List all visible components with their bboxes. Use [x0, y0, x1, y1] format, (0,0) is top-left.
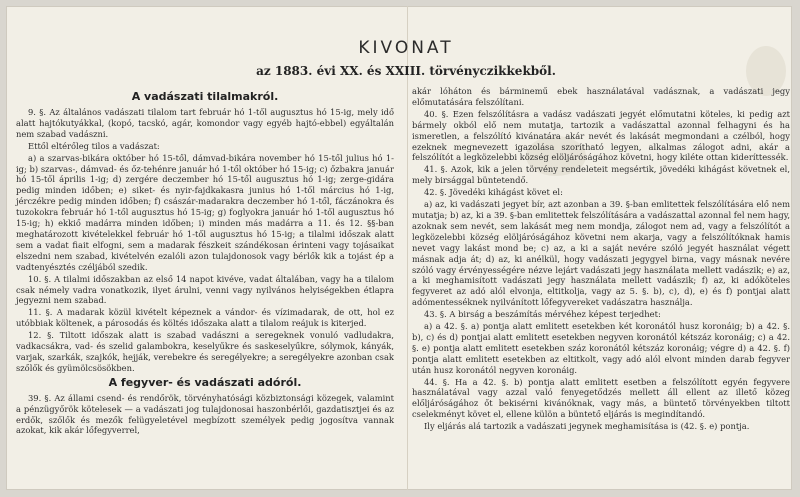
section-heading-hunting-bans: A vadászati tilalmakról. [131, 90, 279, 103]
paragraph: a) az, ki vadászati jegyet bír, azt azonban a 39. §-ban emlitettek felszólítására elő nem mutatja; b) az, ki a 39. §-ban emlitettek felszólítására a vadászattal azonnal fel nem hagy, azoknak sem nevét, sem lakását meg nem mondja, zálogot nem ad, vagy a felszólítót a legközelebbi község elöljáróságához követni nem akarja, vagy a felszólítóknak hamis nevet vagy lakást mond be; c) az, a ki a saját nevére szóló jegyét használat végett másnak adja át; d) az, ki anélkül, hogy vadászati jegygyel birna, vagy másnak nevére szóló vagy érvényességére nézve lejárt vadászati jegy használata mellett vadászik; e) az, a ki meghamisított vadászati jegy használata mellett vadászik; f) az, ki adóköteles fegyveret az adó alól elvonja, eltitkolja, vagy az 5. §. b), c), d), e) és f) pontjai alatt adómentesséknek nyilvánított lőfegyvereket vadászatra használja. [412, 199, 790, 308]
document-sheet [6, 6, 792, 490]
paragraph: 44. §. Ha a 42. §. b) pontja alatt emlitett esetben a felszólított egyén fegyvere használatával vagy azzal való fenyegetődzés mellett áll ellent az illető közeg előljáróságához őt bekisérni kivánóknak, vagy más, a büntető törvényekben tiltott cselekményt követ el, ellene külön a büntető eljárás is megindítandó. [412, 376, 790, 420]
paragraph: Ettől eltérőleg tilos a vadászat: [28, 140, 160, 151]
paragraph: 10. §. A tilalmi időszakban az első 14 napot kivéve, vadat általában, vagy ha a tilalom csak némely vadra vonatkozik, ilyet árulni, venni vagy nyilvános helyiségekben étlapra jegyezni nem szabad. [16, 273, 394, 306]
paragraph: a) a 42. §. a) pontja alatt emlitett esetekben két koronától husz koronáig; b) a 42. §. b), c) és d) pontjai alatt emlitett esetekben negyven koronától kétszáz koronáig; c) a 42. §. e) pontja alatt emlitett esetekben száz koronától kétszáz koronáig; végre d) a 42. §. f) pontja alatt emlitett esetekben az eltitkolt, vagy adó alól elvont minden darab fegyver után husz koronától negyven koronáig. [412, 321, 790, 375]
right-column [412, 86, 790, 433]
paragraph: 39. §. Az állami csend- és rendőrök, törvényhatósági közbiztonsági közegek, valamint a pénzügyőrök kötelesek — a vadászati jog tulajdonosai haszonbérlői, gazdatisztjei és az erdők, szőlők és mezők felügyeletével megbízott személyek pedig jogosítva vannak azokat, kik akár lőfegyverrel, [16, 392, 394, 436]
paragraph: a) a szarvas-bikára október hó 15-től, dámvad-bikára november hó 15-től julius hó 1-ig; b) szarvas-, dámvad- és őz-tehénre január hó 1-től október hó 15-ig; c) őzbakra január hó 15-től április 1-ig; d) zergére deczember hó 15-től augusztus hó 1-ig; zerge-gidára pedig minden időben; e) siket- és nyir-fajdkakasra junius hó 1-től március hó 1-ig, jérczékre pedig minden időben; f) császár-madarakra deczember hó 1-től, fáczánokra és tuzokokra február hó 1-től augusztus hó 15-ig; g) foglyokra január hó 1-től augusztus hó 15-ig; h) ekkiő madárra minden időben; i) minden más madárra a 11. és 12. §§-ban meghatározott kivételekkel február hó 1-től augusztus hó 15-ig; a tilalmi időszak alatt sem a vadat fiait elfogni, sem a madarak fészkeit szándékosan érinteni vagy tojásaikat elszedni nem szabad, kivételvén ezalóli azon tulajdonosok vagy bérlők kik a tojást ép a vadtenyésztés czéljából szedik. [16, 152, 394, 272]
paragraph: 43. §. A birság a beszámítás mérvéhez képest terjedhet: [424, 309, 661, 320]
paragraph: akár lóháton és bárminemű ebek használatával vadásznak, a vadászati jegy előmutatására felszólítani. [412, 86, 790, 107]
paragraph: 41. §. Azok, kik a jelen törvény rendeleteit megsértik, jövedéki kihágást követnek el, mely birsággal büntetendő. [412, 164, 790, 186]
paragraph: 9. §. Az általános vadászati tilalom tart február hó 1-től augusztus hó 15-ig, mely idő alatt hajtókutyákkal, (kopó, tacskó, agár, komondor vagy egyéb hajtó-ebbel) egyáltalán nem szabad vadászni. [16, 107, 394, 139]
left-column [16, 88, 394, 437]
section-heading-weapon-tax: A fegyver- és vadászati adóról. [108, 375, 302, 389]
paragraph: 42. §. Jövedéki kihágást követ el: [424, 187, 563, 198]
center-fold [407, 6, 408, 490]
paragraph: Ily eljárás alá tartozik a vadászati jegynek meghamisítása is (42. §. e) pontja. [424, 421, 750, 432]
document-subtitle: az 1883. évi XX. és XXIII. törvényczikkekből. [256, 64, 556, 78]
paragraph: 40. §. Ezen felszólításra a vadász vadászati jegyét előmutatni köteles, ki pedig azt bármely okból elő nem mutatja, tartozik a vadászattal azonnal felhagyni és ha ismeretlen, a felszólító kivánatára akár nevét és lakását megmondani a czélból, hogy ezeknek megnevezett igazolása szorítható legyen, alkalmas zálogot adni, akár a felszólítót a legközelebbi község elöljáróságához követni, hogy kiléte ottan kideríttessék. [412, 108, 790, 163]
paragraph: 12. §. Tiltott időszak alatt is szabad vadászni a seregeknek vonuló vadludakra, vadkacsákra, vad- és szelid galambokra, keselyűkre és saskeselyűkre, sólymok, kányák, varjak, szarkák, szajkók, hejják, verebekre és seregélyekre; a seregélyekre azonban csak szőlők és gyümölcsösökben. [16, 330, 394, 373]
document-title: KIVONAT [358, 38, 454, 58]
paragraph: 11. §. A madarak közül kivételt képeznek a vándor- és vízimadarak, de ott, hol ez utóbbiak költenek, a párosodás és költés időszaka alatt a tilalom reájuk is kiterjed. [16, 307, 394, 329]
